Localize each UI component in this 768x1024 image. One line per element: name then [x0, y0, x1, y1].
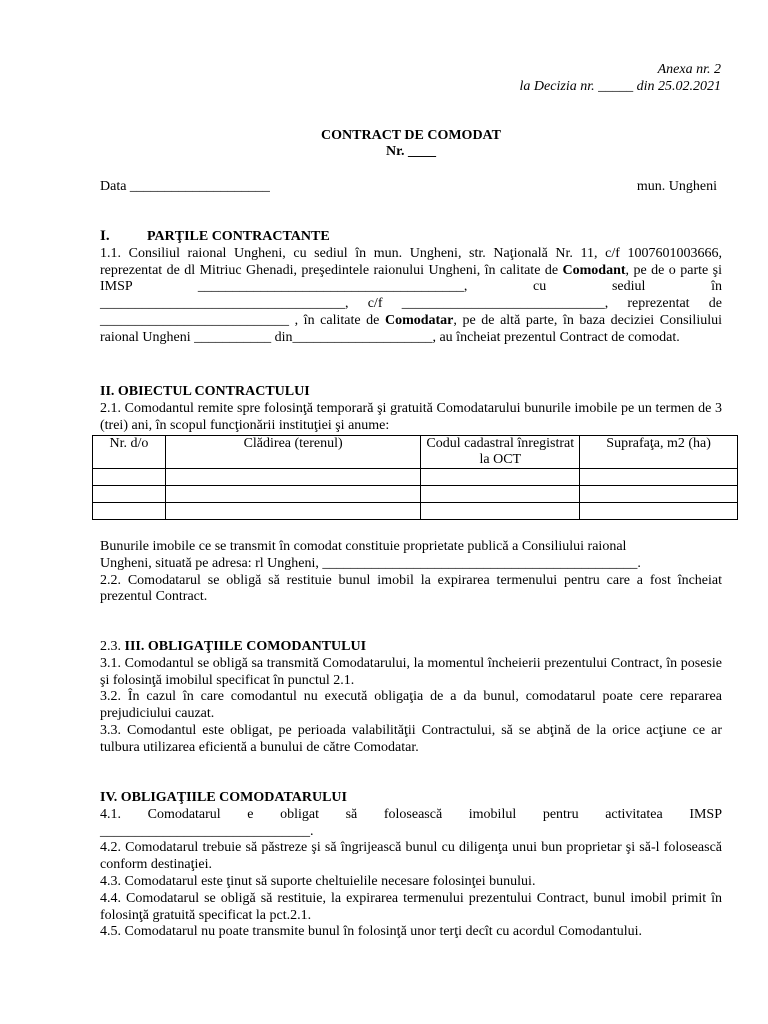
- paragraph: 4.2. Comodatarul trebuie să păstreze şi să îngrijească bunul cu diligenţa unui bun proprietar şi să-l folosească conform destinaţiei.: [100, 840, 722, 873]
- paragraph: [100, 246, 722, 347]
- role-comodatar: Comodatar: [384, 312, 454, 328]
- paragraph-line: Bunurile imobile ce se transmit în comodat constituie proprietate publică a Consiliului raional: [100, 539, 627, 554]
- column-header: Nr. d/o: [93, 436, 166, 469]
- table-cell: [421, 486, 580, 503]
- section-object-continued: [100, 539, 722, 606]
- annex-reference: [520, 61, 721, 95]
- table-row: [93, 469, 738, 486]
- role-comodant: Comodant: [562, 262, 626, 278]
- table-cell: [421, 503, 580, 520]
- section-roman-numeral: I.: [100, 228, 110, 244]
- text-run: 1.1. Consiliul raional Ungheni, cu sediul în mun. Ungheni, str. Naţională Nr. 11, c/f 1007601003666, reprezentat de dl Mitriuc Ghenadi, preşedintele raionului Ungheni, în calitate de: [100, 245, 722, 278]
- section-prefix: 2.3.: [100, 639, 125, 654]
- section-title: IV. OBLIGAŢIILE COMODATARULUI: [100, 790, 347, 805]
- paragraph-line: ______________________________.: [100, 823, 314, 839]
- paragraph: 4.5. Comodatarul nu poate transmite bunul în folosinţă unor terţi decît cu acordul Comodantului.: [100, 924, 643, 940]
- property-table: [92, 435, 738, 520]
- paragraph: 4.4. Comodatarul se obligă să restituie, la expirarea termenului prezentului Contract, bunul imobil primit în folosinţă gratuită specificat la pct.2.1.: [100, 890, 722, 923]
- section-object: [100, 384, 722, 434]
- column-header: Codul cadastral înregistrat la OCT: [421, 436, 580, 469]
- paragraph: 4.3. Comodatarul este ţinut să suporte cheltuielile necesare folosinţei bunului.: [100, 873, 536, 889]
- contract-number: Nr. ____: [385, 144, 437, 159]
- paragraph: 2.1. Comodantul remite spre folosinţă temporară şi gratuită Comodatarului bunurile imobile pe un termen de 3 (trei) ani, în scopul funcţionării instituţiei şi anume:: [100, 400, 722, 433]
- section-comodatar-obligations: [100, 790, 722, 941]
- decision-reference: la Decizia nr. _____ din 25.02.2021: [519, 79, 721, 94]
- section-heading: [100, 639, 722, 656]
- table-cell: [165, 503, 421, 520]
- table-cell: [580, 469, 738, 486]
- paragraph-line: Ungheni, situată pe adresa: rl Ungheni, _____________________________________________.: [100, 555, 641, 571]
- table-cell: [93, 503, 166, 520]
- section-comodant-obligations: [100, 639, 722, 757]
- table-cell: [421, 469, 580, 486]
- column-header: Clădirea (terenul): [165, 436, 421, 469]
- table-header-row: [93, 436, 738, 469]
- text-run: , pe de o parte şi IMSP ______________________________________, cu sediul în ___________________________________, c/f _____________________________, reprezentat de ___________________________ , în calitate de: [100, 262, 723, 328]
- section-title: II. OBIECTUL CONTRACTULUI: [100, 384, 310, 399]
- section-parties: [100, 228, 722, 347]
- location: mun. Ungheni: [636, 179, 717, 194]
- paragraph-line: 4.1. Comodatarul e obligat să folosească imobilul pentru activitatea IMSP: [100, 806, 722, 822]
- table-cell: [165, 469, 421, 486]
- paragraph: 3.2. În cazul în care comodantul nu execută obligaţia de a da bunul, comodatarul poate cere repararea prejudiciului cauzat.: [100, 689, 722, 722]
- table-cell: [580, 486, 738, 503]
- paragraph: 2.2. Comodatarul se obligă să restituie bunul imobil la expirarea termenului pentru care a fost încheiat prezentul Contract.: [100, 572, 722, 605]
- paragraph: 3.3. Comodantul este obligat, pe perioada valabilităţii Contractului, să se abţină de la orice acţiune ce ar tulbura utilizarea eficientă a bunului de către Comodatar.: [100, 722, 722, 755]
- date-location-line: [100, 179, 720, 196]
- table-cell: [93, 469, 166, 486]
- section-title: PARŢILE CONTRACTANTE: [147, 229, 330, 244]
- table-cell: [93, 486, 166, 503]
- contract-title-main: CONTRACT DE COMODAT: [321, 128, 501, 143]
- table-cell: [580, 503, 738, 520]
- text-run: , pe de altă parte, în baza deciziei Consiliului raional Ungheni ___________ din____________________, au încheiat prezentul Contract de comodat.: [100, 312, 722, 345]
- date-field: Data ____________________: [100, 179, 270, 194]
- column-header: Suprafaţa, m2 (ha): [580, 436, 738, 469]
- annex-number: Anexa nr. 2: [657, 62, 721, 77]
- section-heading: [100, 228, 722, 246]
- table-row: [93, 486, 738, 503]
- table-cell: [165, 486, 421, 503]
- contract-title: [0, 128, 768, 160]
- table-row: [93, 503, 738, 520]
- section-title: III. OBLIGAŢIILE COMODANTULUI: [124, 639, 367, 654]
- paragraph: 3.1. Comodantul se obligă sa transmită Comodatarului, la momentul încheierii prezentului Contract, în posesie şi folosinţă imobilul specificat în punctul 2.1.: [100, 655, 722, 688]
